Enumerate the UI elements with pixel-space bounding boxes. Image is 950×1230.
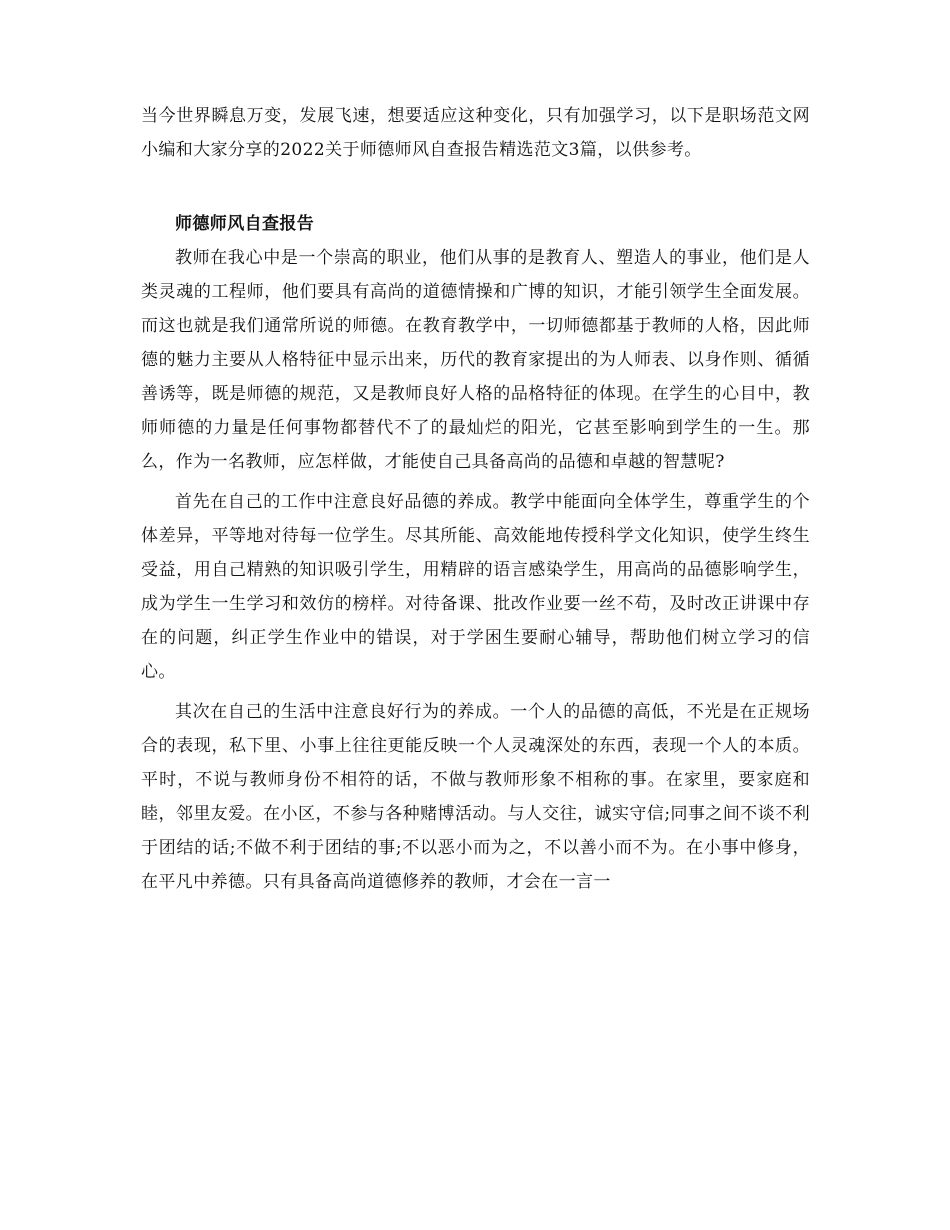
body-paragraph-1: 教师在我心中是一个崇高的职业，他们从事的是教育人、塑造人的事业，他们是人类灵魂的工程师，他们要具有高尚的道德情操和广博的知识，才能引领学生全面发展。而这也就是我们通常所说的师德。在教育教学中，一切师德都基于教师的人格，因此师德的魅力主要从人格特征中显示出来，历代的教育家提出的为人师表、以身作则、循循善诱等，既是师德的规范，又是教师良好人格的品格特征的体现。在学生的心目中，教师师德的力量是任何事物都替代不了的最灿烂的阳光，它甚至影响到学生的一生。那么，作为一名教师，应怎样做，才能使自己具备高尚的品德和卓越的智慧呢? [141, 248, 810, 472]
intro-paragraph: 当今世界瞬息万变，发展飞速，想要适应这种变化，只有加强学习，以下是职场范文网小编和大家分享的2022关于师德师风自查报告精选范文3篇，以供参考。 [141, 106, 810, 160]
body-paragraph-3: 其次在自己的生活中注意良好行为的养成。一个人的品德的高低，不光是在正规场合的表现，私下里、小事上往往更能反映一个人灵魂深处的东西，表现一个人的本质。平时，不说与教师身份不相符的话，不做与教师形象不相称的事。在家里，要家庭和睦，邻里友爱。在小区，不参与各种赌博活动。与人交往，诚实守信;同事之间不谈不利于团结的话;不做不利于团结的事;不以恶小而为之，不以善小而不为。在小事中修身，在平凡中养德。只有具备高尚道德修养的教师，才会在一言一 [141, 702, 810, 892]
body-paragraph-2: 首先在自己的工作中注意良好品德的养成。教学中能面向全体学生，尊重学生的个体差异，平等地对待每一位学生。尽其所能、高效能地传授科学文化知识，使学生终生受益，用自己精熟的知识吸引学生，用精辟的语言感染学生，用高尚的品德影响学生，成为学生一生学习和效仿的榜样。对待备课、批改作业要一丝不苟，及时改正讲课中存在的问题，纠正学生作业中的错误，对于学困生要耐心辅导，帮助他们树立学习的信心。 [141, 492, 810, 682]
section-heading: 师德师风自查报告 [175, 214, 315, 234]
